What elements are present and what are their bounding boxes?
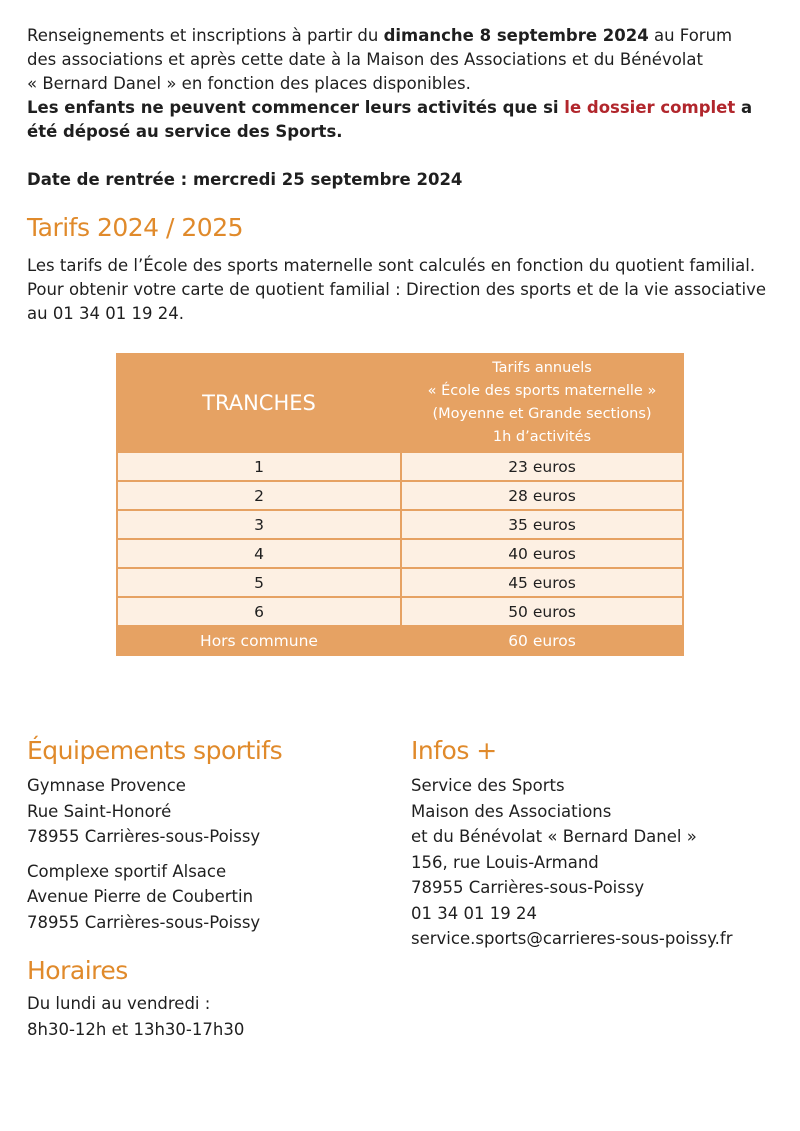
table-header-row: [117, 354, 683, 452]
tranche-cell: 1: [117, 452, 401, 481]
equipements-section: [27, 736, 397, 935]
tranche-cell: Hors commune: [117, 626, 401, 655]
site-line: Avenue Pierre de Coubertin: [27, 887, 254, 906]
warning-text: a été déposé au service des Sports.: [27, 98, 753, 141]
warning-highlight: le dossier complet: [564, 98, 736, 117]
tranche-cell: 5: [117, 568, 401, 597]
tarif-cell: 35 euros: [401, 510, 683, 539]
tarif-cell: 45 euros: [401, 568, 683, 597]
header-line: « École des sports maternelle »: [427, 383, 657, 399]
infos-phone: 01 34 01 19 24: [411, 903, 537, 923]
header-line: (Moyenne et Grande sections): [432, 406, 652, 422]
intro-line-1: [27, 24, 779, 48]
horaires-heading: Horaires: [27, 956, 128, 985]
infos-line: 78955 Carrières-sous-Poissy: [411, 878, 645, 897]
tranche-cell: 3: [117, 510, 401, 539]
table-row: [117, 510, 683, 539]
table-row: [117, 539, 683, 568]
infos-section: [411, 736, 791, 952]
infos-line: 156, rue Louis-Armand: [411, 852, 599, 872]
infos-heading: Infos +: [411, 736, 497, 765]
intro-section: [27, 24, 779, 192]
tarif-cell: 50 euros: [401, 597, 683, 626]
horaires-text: [27, 991, 244, 1042]
site-complexe: [27, 859, 397, 936]
tarif-cell: 40 euros: [401, 539, 683, 568]
tarif-cell: 28 euros: [401, 481, 683, 510]
infos-line: Maison des Associations: [411, 801, 612, 821]
warning-text: Les enfants ne peuvent commencer leurs activités que si: [27, 98, 565, 117]
rentree-date: Date de rentrée : mercredi 25 septembre 2024: [27, 170, 463, 189]
tarifs-line-1: Les tarifs de l’École des sports maternelle sont calculés en fonction du quotient familial.: [27, 256, 756, 275]
site-line: Rue Saint-Honoré: [27, 801, 172, 821]
table-row: [117, 481, 683, 510]
tranche-cell: 6: [117, 597, 401, 626]
intro-text: au Forum: [648, 26, 733, 45]
horaires-line: 8h30-12h et 13h30-17h30: [27, 1019, 245, 1039]
table-row-hors-commune: [117, 626, 683, 655]
site-line: 78955 Carrières-sous-Poissy: [27, 912, 261, 932]
site-line: Gymnase Provence: [27, 776, 186, 795]
tranche-cell: 2: [117, 481, 401, 510]
tranches-header: TRANCHES: [117, 354, 401, 452]
tarif-cell: 23 euros: [401, 452, 683, 481]
intro-warning: [27, 96, 779, 144]
intro-text: Renseignements et inscriptions à partir du: [27, 26, 384, 45]
intro-line-3: « Bernard Danel » en fonction des places disponibles.: [27, 74, 471, 93]
tarifs-line-2: Pour obtenir votre carte de quotient familial : Direction des sports et de la vie associative: [27, 280, 767, 299]
table-row: [117, 597, 683, 626]
infos-text: [411, 773, 791, 952]
tarifs-line-3: au 01 34 01 19 24.: [27, 304, 185, 323]
equipements-heading: Équipements sportifs: [27, 736, 283, 765]
tarifs-annuels-header: [401, 354, 683, 452]
intro-date: dimanche 8 septembre 2024: [383, 26, 649, 45]
tarifs-table: [116, 353, 684, 656]
infos-email[interactable]: service.sports@carrieres-sous-poissy.fr: [411, 929, 733, 948]
header-line: 1h d’activités: [492, 429, 592, 445]
intro-line-2: des associations et après cette date à la Maison des Associations et du Bénévolat: [27, 50, 703, 69]
infos-line: et du Bénévolat « Bernard Danel »: [411, 827, 697, 846]
horaires-line: Du lundi au vendredi :: [27, 994, 211, 1013]
site-line: Complexe sportif Alsace: [27, 861, 227, 881]
header-line: Tarifs annuels: [492, 360, 592, 376]
table-row: [117, 568, 683, 597]
site-gymnase: [27, 773, 397, 850]
tarif-cell: 60 euros: [401, 626, 683, 655]
table-row: [117, 452, 683, 481]
site-line: 78955 Carrières-sous-Poissy: [27, 827, 261, 846]
tarifs-text: [27, 254, 779, 326]
tarifs-heading: Tarifs 2024 / 2025: [27, 213, 244, 242]
infos-line: Service des Sports: [411, 776, 565, 795]
tranche-cell: 4: [117, 539, 401, 568]
